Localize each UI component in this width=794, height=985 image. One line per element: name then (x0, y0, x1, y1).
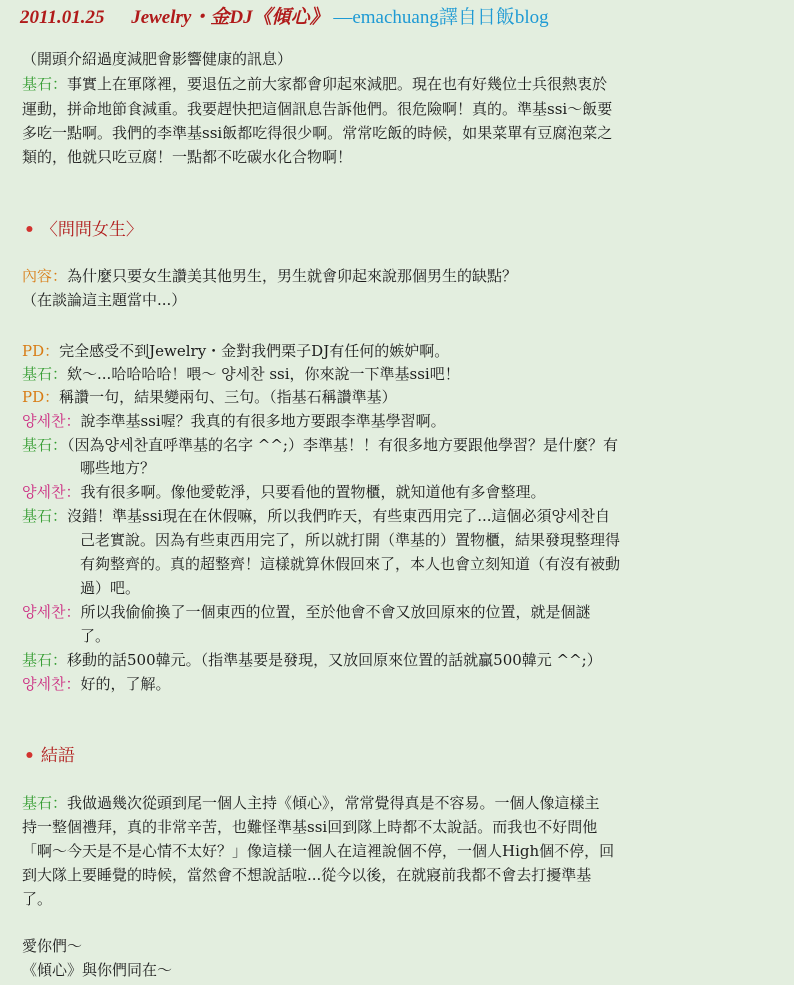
closing-line: 到大隊上要睡覺的時候，當然會不想說話啦...從今以後，在就寢前我都不會去打擾準基 (22, 866, 592, 884)
post-artist-title: Jewelry・金DJ《傾心》 (131, 7, 329, 28)
post-date: 2011.01.25 (20, 7, 105, 28)
section-title: 〈問問女生〉 (40, 220, 143, 240)
closing-line: 持一整個禮拜，真的非常辛苦，也難怪準基ssi回到隊上時都不太說話。而我也不好問他 (22, 818, 598, 836)
dialogue-text: 稱讚一句，結果變兩句、三句。（指基石稱讚準基） (59, 388, 397, 406)
speaker-label: 基石： (22, 436, 68, 454)
topic-label: 內容： (22, 267, 68, 285)
speaker-label: 基石： (22, 794, 68, 812)
section-title: 結語 (40, 746, 75, 766)
speaker-label: PD： (22, 342, 60, 360)
intro-line: 運動，拼命地節食減重。我要趕快把這個訊息告訴他們。很危險啊！真的。準基ssi～飯要 (22, 100, 613, 118)
intro-line: 類的，他就只吃豆腐！一點都不吃碳水化合物啊！ (22, 148, 353, 166)
topic-text: 為什麼只要女生讚美其他男生，男生就會卯起來說那個男生的缺點？ (67, 267, 518, 285)
dialogue-line (22, 410, 782, 433)
dialogue-continuation: 哪些地方？ (80, 459, 156, 477)
closing-line: 「啊～今天是不是心情不太好？」像這樣一個人在這裡說個不停，一個人High個不停，回 (22, 842, 615, 860)
dialogue-line (22, 340, 782, 363)
dialogue-continuation: 了。 (80, 627, 111, 645)
dialogue-continuation: 過）吧。 (80, 579, 141, 597)
dialogue-text: 我有很多啊。像他愛乾淨，只要看他的置物櫃，就知道他有多會整理。 (80, 483, 546, 501)
bullet-icon: • (24, 220, 35, 240)
section-heading (24, 744, 75, 768)
dialogue-text: 說李準基ssi喔？我真的有很多地方要跟李準基學習啊。 (80, 412, 446, 430)
dialogue-line (22, 601, 782, 624)
speaker-label: 基石： (22, 75, 68, 93)
dialogue-text: 好的，了解。 (80, 675, 171, 693)
dialogue-text: （因為양세찬直呼準基的名字 ^^;）李準基！！有很多地方要跟他學習？是什麼？有 (67, 436, 618, 454)
dialogue-line (22, 386, 782, 409)
speaker-label: 양세찬： (22, 603, 81, 621)
intro-line: 多吃一點啊。我們的李準基ssi飯都吃得很少啊。常常吃飯的時候，如果菜單有豆腐泡菜之 (22, 124, 613, 142)
dialogue-text: 完全感受不到Jewelry・金對我們栗子DJ有任何的嫉妒啊。 (59, 342, 450, 360)
closing-text: 我做過幾次從頭到尾一個人主持《傾心》，常常覺得真是不容易。一個人像這樣主 (67, 794, 600, 812)
dialogue-text: 移動的話500韓元。（指準基要是發現，又放回原來位置的話就贏500韓元 ^^;） (67, 651, 602, 669)
speaker-label: 양세찬： (22, 675, 81, 693)
dialogue-text: 所以我偷偷換了一個東西的位置，至於他會不會又放回原來的位置，就是個謎 (80, 603, 591, 621)
closing-line: 了。 (22, 890, 53, 908)
speaker-label: 基石： (22, 651, 68, 669)
bullet-icon: • (24, 746, 35, 766)
intro-line (22, 73, 782, 96)
dialogue-continuation: 有夠整齊的。真的超整齊！這樣就算休假回來了，本人也會立刻知道（有沒有被動 (80, 555, 621, 573)
speaker-label: 양세찬： (22, 412, 81, 430)
speaker-label: 양세찬： (22, 483, 81, 501)
section-heading (24, 218, 143, 242)
dialogue-line (22, 434, 782, 457)
topic-line (22, 265, 782, 288)
dialogue-line (22, 649, 782, 672)
dialogue-text: 欸～...哈哈哈哈！喂～ 양세찬 ssi，你來說一下準基ssi吧！ (67, 365, 460, 383)
dialogue-text: 沒錯！準基ssi現在在休假嘛，所以我們昨天，有些東西用完了...這個必須양세찬自 (67, 507, 610, 525)
intro-text: 事實上在軍隊裡，要退伍之前大家都會卯起來減肥。現在也有好幾位士兵很熱衷於 (67, 75, 608, 93)
dialogue-line (22, 673, 782, 696)
signoff-line: 《傾心》與你們同在～ (22, 961, 173, 979)
dialogue-line (22, 363, 782, 386)
intro-note: （開頭介紹過度減肥會影響健康的訊息） (22, 50, 293, 68)
signoff-line: 愛你們～ (22, 937, 83, 955)
post-header (20, 4, 549, 32)
speaker-label: 基石： (22, 365, 68, 383)
topic-note: （在談論這主題當中...） (22, 291, 187, 309)
dialogue-line (22, 505, 782, 528)
dialogue-line (22, 481, 782, 504)
post-source: —emachuang譯自日飯blog (333, 7, 549, 28)
speaker-label: 基石： (22, 507, 68, 525)
dialogue-continuation: 己老實說。因為有些東西用完了，所以就打開（準基的）置物櫃，結果發現整理得 (80, 531, 621, 549)
closing-line (22, 792, 782, 815)
speaker-label: PD： (22, 388, 60, 406)
